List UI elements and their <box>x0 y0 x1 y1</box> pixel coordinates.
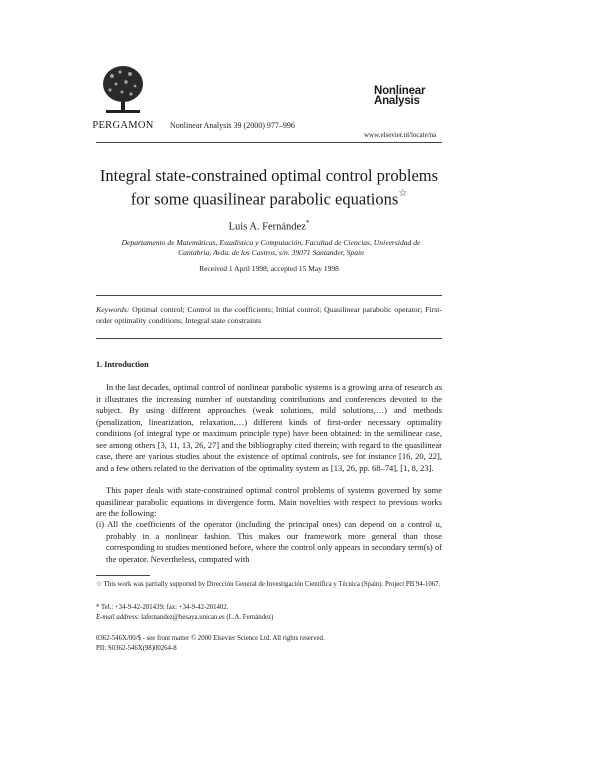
paper-title <box>96 166 442 210</box>
author-name-text: Luis A. Fernández <box>228 221 306 233</box>
journal-logo-line2: Analysis <box>374 95 420 107</box>
title-line-1: Integral state-constrained optimal control problems <box>99 166 439 185</box>
pergamon-tree-logo <box>96 62 150 116</box>
journal-url[interactable]: www.elsevier.nl/locate/na <box>364 131 437 139</box>
author-name <box>96 219 442 233</box>
title-footnote-mark: ☆ <box>398 188 408 199</box>
footnote-divider <box>96 575 150 576</box>
keywords <box>96 304 442 326</box>
email-label: E-mail address: <box>96 614 140 621</box>
journal-reference: Nonlinear Analysis 39 (2000) 977–996 <box>170 121 295 130</box>
author-footnote-mark: * <box>305 219 310 227</box>
intro-paragraph-2: This paper deals with state-constrained optimal control problems of systems governed by some quasilinear parabolic equations in divergence form. Main novelties with respect to previous works are the following: <box>96 485 442 518</box>
journal-logo <box>374 86 444 106</box>
publisher-name: PERGAMON <box>92 120 154 131</box>
novelty-item-1: (i) All the coefficients of the operator (including the principal ones) can depend on a control u, probably in a nonlinear fashion. This makes our framework more general than those corresponding to studies mentioned before, where the control only appears in secondary term(s) of the operator. Nevertheless, compared with <box>96 519 442 564</box>
footnote-contact: * Tel.: +34-9-42-201439; fax: +34-9-42-201402. <box>96 604 229 611</box>
section-heading-introduction: 1. Introduction <box>96 360 149 369</box>
received-dates: Received 1 April 1998; accepted 15 May 1998 <box>199 264 339 273</box>
title-line-2 <box>96 186 442 210</box>
author-affiliation: Departamento de Matemáticas, Estadística y Computación, Facultad de Ciencias, Universidad de Cantabria, Avda. de los Castros, s/n. 39071 Santander, Spain <box>121 238 421 257</box>
keywords-top-rule <box>96 295 442 296</box>
keywords-label: Keywords: <box>96 305 130 314</box>
journal-logo-line1: Nonlinear <box>374 85 426 97</box>
pii-line: PII: S0362-546X(98)00264-8 <box>96 645 177 652</box>
keywords-bottom-rule <box>96 338 442 339</box>
footnote-email <box>96 613 442 623</box>
intro-paragraph-1: In the last decades, optimal control of nonlinear parabolic systems is a growing area of research as it illustrates the increasing number of outstanding contributions and conferences devoted to the subject. By using different approaches (weak solutions, mild solutions,…) and methods (penalization, linearization, relaxation,…) different kinds of first-order necessary optimality conditions (of integral type or maximum principle type) have been obtained: in the semilinear case, see among others [3, 11, 13, 26, 27] and the bibliography cited therein; with regard to the quasilinear case, there are various studies about the existence of optimal controls, see for instance [16, 20, 22], and a few others related to the derivation of the optimality system as [13, 26, pp. 68–74], [1, 8, 23]. <box>96 382 442 473</box>
keywords-text: Optimal control; Control in the coefficients; Initial control; Quasilinear parabolic operator; First-order optimality conditions; Integral state constraints <box>96 305 442 325</box>
header-divider <box>96 142 442 143</box>
title-line-2-text: for some quasilinear parabolic equations <box>130 189 399 209</box>
copyright-line: 0362-546X/00/$ - see front matter © 2000 Elsevier Science Ltd. All rights reserved. <box>96 635 325 642</box>
footnote-funding: ☆ This work was partially supported by Dirección General de Investigación Científica y Técnica (Spain). Project PB 94-1067. <box>96 581 441 588</box>
email-address[interactable]: lafernandez@besaya.unican.es (L.A. Fernández) <box>141 614 274 621</box>
